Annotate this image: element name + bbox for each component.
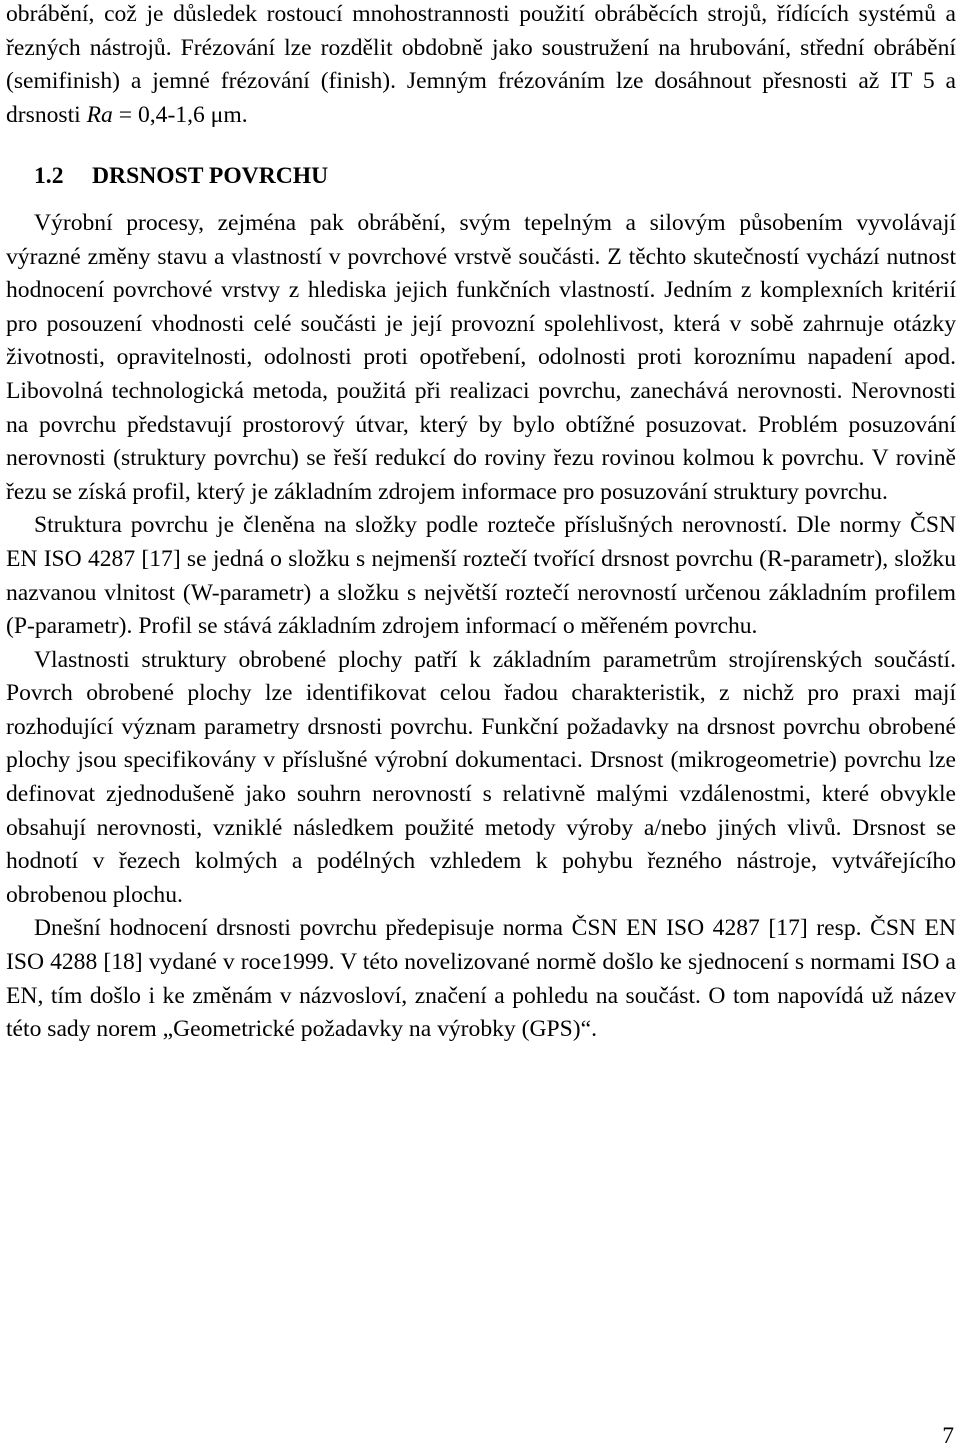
body-paragraph-4: Dnešní hodnocení drsnosti povrchu předepisuje norma ČSN EN ISO 4287 [17] resp. ČSN EN ISO 4288 [18] vydané v roce1999. V této novelizované normě došlo ke sjednocení s normami ISO a EN, tím došlo i ke změnám v názvosloví, značení a pohledu na součást. O tom napovídá už název této sady norem „Geometrické požadavky na výrobky (GPS)“. <box>6 915 956 1043</box>
ra-symbol: Ra <box>86 101 113 128</box>
body-paragraph-3: Vlastnosti struktury obrobené plochy patří k základním parametrům strojírenských součástí. Povrch obrobené plochy lze identifikovat celou řadou charakteristik, z nichž pro praxi mají rozhodující význam parametry drsnosti povrchu. Funkční požadavky na drsnost povrchu obrobené plochy jsou specifikovány v příslušné výrobní dokumentaci. Drsnost (mikrogeometrie) povrchu lze definovat zjednodušeně jako souhrn nerovností s relativně malými vzdálenostmi, které obvykle obsahují nerovnosti, vzniklé následkem použité metody výroby a/nebo jiných vlivů. Drsnost se hodnotí v řezech kolmých a podélných vzhledem k pohybu řezného nástroje, vytvářejícího obrobenou plochu. <box>6 646 956 908</box>
body-paragraph-2: Struktura povrchu je členěna na složky podle rozteče příslušných nerovností. Dle normy ČSN EN ISO 4287 [17] se jedná o složku s nejmenší roztečí tvořící drsnost povrchu (R-parametr), složku nazvanou vlnitost (W-parametr) a složku s největší roztečí nerovností určenou základním profilem (P-parametr). Profil se stává základním zdrojem informací o měřeném povrchu. <box>6 512 956 640</box>
section-number: 1.2 <box>34 163 64 190</box>
body-paragraph-1: Výrobní procesy, zejména pak obrábění, svým tepelným a silovým působením vyvolávají výrazné změny stavu a vlastností v povrchové vrstvě součásti. Z těchto skutečností vychází nutnost hodnocení povrchové vrstvy z hlediska jejich funkčních vlastností. Jedním z komplexních kritérií pro posouzení vhodnosti celé součásti je její provozní spolehlivost, která v sobě zahrnuje otázky životnosti, opravitelnosti, odolnosti proti opotřebení, odolnosti proti koroznímu napadení apod. Libovolná technologická metoda, použitá při realizaci povrchu, zanechává nerovnosti. Nerovnosti na povrchu představují prostorový útvar, který by bylo obtížné posuzovat. Problém posuzování nerovnosti (struktury povrchu) se řeší redukcí do roviny řezu rovinou kolmou k povrchu. V rovině řezu se získá profil, který je základním zdrojem informace pro posuzování struktury povrchu. <box>6 209 956 505</box>
intro-paragraph <box>6 0 956 132</box>
page-number: 7 <box>942 1423 954 1449</box>
document-page <box>6 0 956 1047</box>
intro-text-after: = 0,4-1,6 μm. <box>112 101 248 128</box>
section-title: DRSNOST POVRCHU <box>92 163 329 190</box>
intro-text-before: obrábění, což je důsledek rostoucí mnohostrannosti použití obráběcích strojů, řídících systémů a řezných nástrojů. Frézování lze rozdělit obdobně jako soustružení na hrubování, střední obrábění (semifinish) a jemné frézování (finish). Jemným frézováním lze dosáhnout přesnosti až IT 5 a drsnosti <box>6 1 956 128</box>
section-heading <box>6 160 956 194</box>
